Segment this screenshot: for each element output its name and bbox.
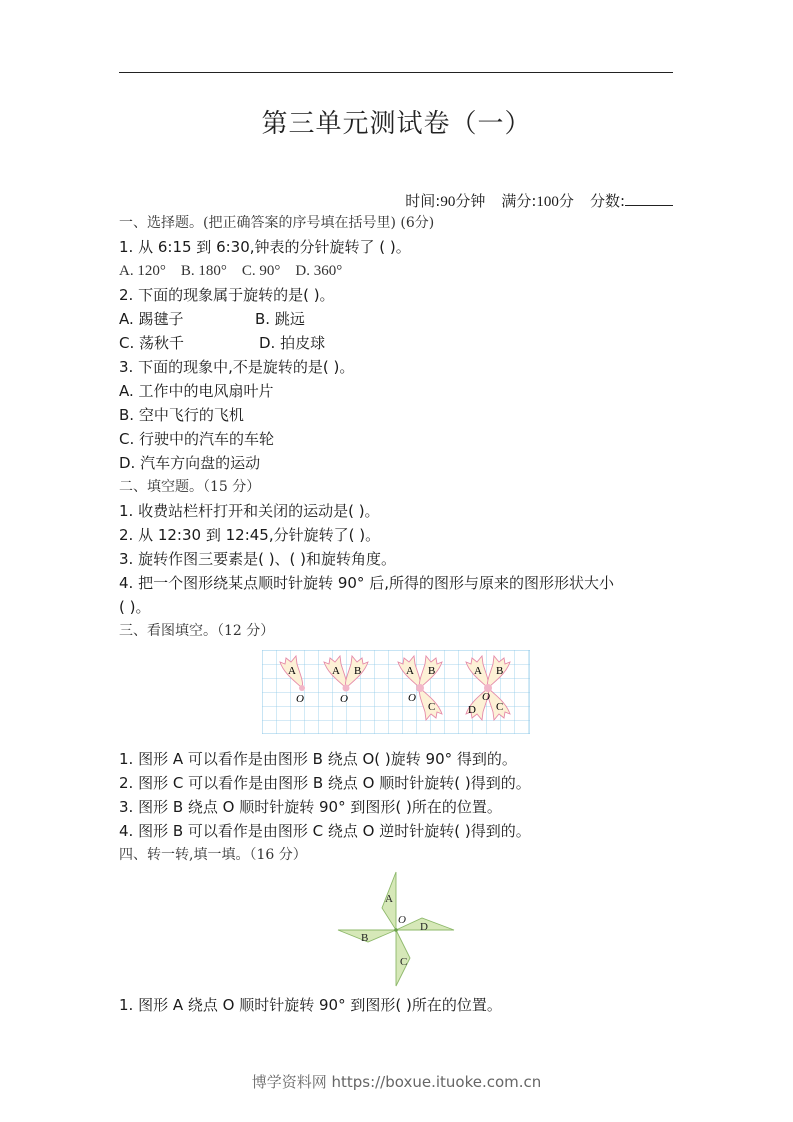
question-3-2: 2. 图形 C 可以看作是由图形 B 绕点 O 顺时针旋转( )得到的。 bbox=[119, 774, 531, 792]
question-2-3: 3. 旋转作图三要素是( )、( )和旋转角度。 bbox=[119, 550, 397, 568]
svg-text:O: O bbox=[296, 693, 304, 705]
top-rule bbox=[119, 72, 673, 73]
watermark: 博学资料网 https://boxue.ituoke.com.cn bbox=[251, 1073, 542, 1091]
section3-heading: 三、看图填空。（12 分） bbox=[119, 623, 275, 639]
page-title: 第三单元测试卷（一） bbox=[261, 109, 532, 139]
svg-text:B: B bbox=[354, 665, 362, 677]
svg-text:O: O bbox=[398, 914, 406, 926]
option-c[interactable]: C. 行驶中的汽车的车轮 bbox=[119, 430, 275, 448]
q2-options-row1 bbox=[119, 309, 305, 329]
section4-heading: 四、转一转,填一填。（16 分） bbox=[119, 847, 307, 863]
option-c[interactable]: C. 90° bbox=[241, 263, 281, 279]
svg-text:O: O bbox=[408, 692, 416, 704]
svg-text:B: B bbox=[361, 932, 369, 944]
section1-heading: 一、选择题。(把正确答案的序号填在括号里) (6分) bbox=[119, 215, 435, 231]
score-field: 分数: bbox=[590, 190, 673, 211]
svg-text:A: A bbox=[385, 893, 393, 905]
svg-text:A: A bbox=[332, 665, 340, 677]
option-a[interactable]: A. 踢毽子 bbox=[119, 310, 184, 328]
option-d[interactable]: D. 360° bbox=[295, 263, 343, 279]
option-b[interactable]: B. 180° bbox=[180, 263, 227, 279]
svg-text:A: A bbox=[474, 665, 482, 677]
option-b[interactable]: B. 空中飞行的飞机 bbox=[119, 406, 244, 424]
exam-meta bbox=[405, 190, 673, 211]
question-2-2: 2. 从 12:30 到 12:45,分针旋转了( )。 bbox=[119, 526, 381, 544]
q1-options bbox=[119, 261, 342, 281]
question-3-3: 3. 图形 B 绕点 O 顺时针旋转 90° 到图形( )所在的位置。 bbox=[119, 798, 502, 816]
question-1-2: 2. 下面的现象属于旋转的是( )。 bbox=[119, 286, 335, 304]
svg-text:A: A bbox=[406, 665, 414, 677]
q2-options-row2 bbox=[119, 333, 325, 353]
question-2-1: 1. 收费站栏杆打开和关闭的运动是( )。 bbox=[119, 502, 380, 520]
question-4-1: 1. 图形 A 绕点 O 顺时针旋转 90° 到图形( )所在的位置。 bbox=[119, 996, 502, 1014]
svg-text:O: O bbox=[340, 693, 348, 705]
option-b[interactable]: B. 跳远 bbox=[255, 310, 305, 328]
svg-text:C: C bbox=[496, 701, 504, 713]
svg-text:C: C bbox=[428, 701, 436, 713]
question-2-4-cont: ( )。 bbox=[119, 598, 151, 616]
option-d[interactable]: D. 汽车方向盘的运动 bbox=[119, 454, 261, 472]
question-3-1: 1. 图形 A 可以看作是由图形 B 绕点 O( )旋转 90° 得到的。 bbox=[119, 750, 517, 768]
svg-text:D: D bbox=[468, 704, 476, 716]
rotation-grid-figure bbox=[262, 650, 530, 734]
question-3-4: 4. 图形 B 可以看作是由图形 C 绕点 O 逆时针旋转( )得到的。 bbox=[119, 822, 531, 840]
time-info: 时间:90分钟 bbox=[405, 192, 486, 210]
svg-text:A: A bbox=[288, 665, 296, 677]
option-a[interactable]: A. 工作中的电风扇叶片 bbox=[119, 382, 274, 400]
svg-text:O: O bbox=[482, 691, 490, 703]
question-2-4: 4. 把一个图形绕某点顺时针旋转 90° 后,所得的图形与原来的图形形状大小 bbox=[119, 574, 614, 592]
option-c[interactable]: C. 荡秋千 bbox=[119, 334, 185, 352]
option-d[interactable]: D. 拍皮球 bbox=[259, 334, 326, 352]
pinwheel-figure bbox=[336, 866, 456, 990]
question-1-3: 3. 下面的现象中,不是旋转的是( )。 bbox=[119, 358, 355, 376]
section2-heading: 二、填空题。（15 分） bbox=[119, 479, 261, 495]
svg-text:C: C bbox=[400, 956, 408, 968]
svg-text:B: B bbox=[428, 665, 436, 677]
question-1-1: 1. 从 6:15 到 6:30,钟表的分针旋转了 ( )。 bbox=[119, 238, 411, 256]
svg-text:B: B bbox=[496, 665, 504, 677]
full-score-info: 满分:100分 bbox=[501, 192, 574, 210]
option-a[interactable]: A. 120° bbox=[119, 263, 166, 279]
score-blank[interactable] bbox=[625, 191, 673, 206]
svg-text:D: D bbox=[420, 921, 428, 933]
